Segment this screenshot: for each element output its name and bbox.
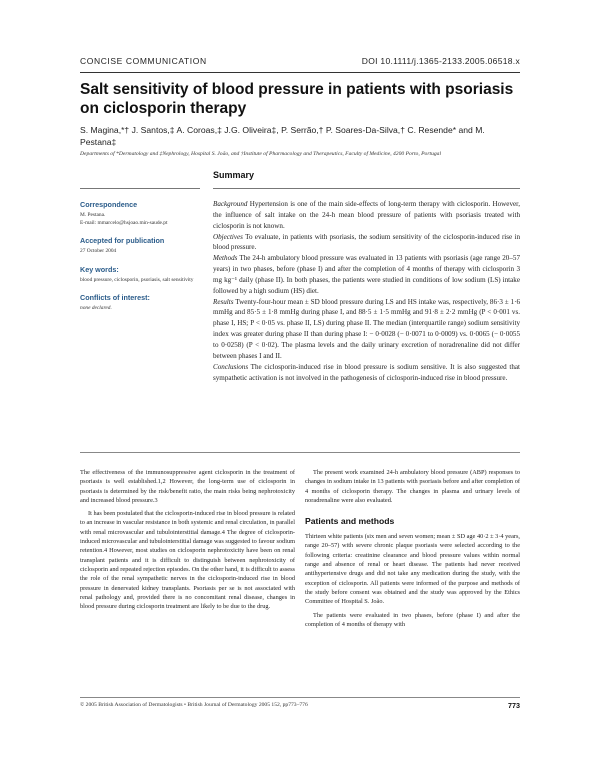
intro-paragraph: The present work examined 24-h ambulatory blood pressure (ABP) responses to changes in sodium intake in 13 patients with psoriasis before and after completion of 4 months of ciclosporin therapy. The changes in plasma and urinary levels of noradrenaline were also evaluated. (305, 469, 520, 504)
abstract-text: To evaluate, in patients with psoriasis, the sodium sensitivity of the ciclosporin-induced rise in blood pressure. (213, 232, 521, 252)
abstract-objectives (213, 232, 520, 254)
affiliations: Departments of *Dermatology and ‡Nephrology, Hospital S. João, and †Institute of Pharmacology and Therapeutics, Faculty of Medicine, 4200 Porto, Portugal (80, 151, 442, 157)
body-paragraph: The effectiveness of the immunosuppressive agent ciclosporin in the treatment of psoriasis is well established.1,2 However, the long-term use of ciclosporin in psoriasis is determined by the risk/benefit ratio, the main risks being nephrotoxicity and increased blood pressure.3 (80, 469, 295, 504)
keywords-label: Key words: (80, 264, 119, 274)
abstract-conclusions (213, 362, 520, 384)
correspondence-label: Correspondence (80, 200, 138, 209)
correspondence-email[interactable]: E-mail: mmarcelo@hsjoao.min-saude.pt (80, 220, 168, 227)
header-divider (80, 72, 520, 73)
sidebar-divider (80, 188, 200, 189)
running-header (80, 56, 520, 72)
abstract-label: Background (213, 200, 248, 208)
keywords-list: blood pressure, ciclosporin, psoriasis, salt sensitivity (80, 276, 194, 283)
accepted-label: Accepted for publication (80, 236, 165, 246)
abstract-text: The ciclosporin-induced rise in blood pressure is sodium sensitive. It is also suggested that sympathetic activation is not involved in the pathogenesis of ciclosporin-induced rise in blood pressure. (213, 362, 520, 382)
methods-paragraph: The patients were evaluated in two phases, before (phase I) and after the completion of 4 months of therapy with (305, 611, 520, 628)
page-footer (80, 702, 520, 714)
summary-divider (213, 188, 520, 189)
author-list: S. Magina,*† J. Santos,‡ A. Coroas,‡ J.G. Oliveira‡, P. Serrão,† P. Soares-Da-Silva,† C. Resende* and M. Pestana‡ (80, 125, 485, 147)
methods-paragraph: Thirteen white patients (six men and seven women; mean ± SD age 40·2 ± 3·4 years, range 20–57) with severe chronic plaque psoriasis were selected according to the following criteria: creatinine clearance and blood pressure values within normal range and absence of renal or heart disease. The patients had never received antihypertensive drugs and did not take any medication during the study, with the exception of ciclosporin. All patients were informed of the purpose and methods of the study before consent was obtained and the study was approved by the Ethics Committee of Hospital S. João. (305, 533, 520, 606)
abstract-results (213, 297, 520, 362)
accepted-date: 27 October 2004 (80, 248, 117, 255)
section-label: CONCISE COMMUNICATION (80, 56, 207, 66)
abstract-background (213, 199, 520, 232)
abstract-label: Results (213, 297, 234, 306)
body-column-right (305, 468, 520, 629)
methods-heading: Patients and methods (305, 516, 395, 527)
article-info-sidebar (80, 200, 205, 312)
abstract-divider (80, 452, 520, 453)
summary-heading: Summary (213, 170, 255, 180)
footer-divider (80, 697, 520, 698)
body-paragraph: It has been postulated that the ciclosporin-induced rise in blood pressure is related to an increase in vascular resistance in both systemic and renal circulation, in parallel with renal microvascular and tubulointerstitial damage.4 The degree of ciclosporin-induced microvascular and tubulointerstitial damage was suggested to favour sodium retention.4 However, most studies on ciclosporin nephrotoxicity have been on renal transplant patients and it is difficult to distinguish between nephrotoxicity of ciclosporin and repeated rejection episodes. On the other hand, it is difficult to assess the role of the renal sympathetic nerves in the ciclosporin-induced rise in blood pressure in denervated kidney transplants. Psoriasis per se is not associated with renal pathology and, provided there is no concomitant renal disease, changes in blood pressure during ciclosporin treatment are likely to be due to the drug. (80, 510, 295, 611)
abstract-text: Twenty-four-hour mean ± SD blood pressure during LS and HS intake was, respectively, 86·3 ± 1·6 mmHg and 85·5 ± 1·8 mmHg during phase I, and 88·5 ± 1·5 mmHg and 91·8 ± 2·2 mmHg (P < 0·001 vs. phase I, HS; P < 0·05 vs. phase II, LS) during phase II. The median (interquartile range) sodium sensitivity index was greater during phase II than during phase I: − 0·0028 (− 0·0071 to 0·0009) vs. 0·0065 (− 0·0055 to 0·0258) (P < 0·02). The plasma levels and the daily urinary excretion of noradrenaline did not differ between phases I and II. (213, 297, 520, 360)
abstract-text: The 24-h ambulatory blood pressure was evaluated in 13 patients with psoriasis (age range 20–57 years) in two phases, before (phase I) and after the completion of 4 months of therapy with ciclosporin 3 mg kg⁻¹ daily (phase II). In both phases, the patients were studied in conditions of low sodium (LS) intake followed by a high sodium (HS) diet. (213, 254, 520, 295)
doi-link[interactable]: DOI 10.1111/j.1365-2133.2005.06518.x (361, 56, 520, 66)
page-number: 773 (508, 701, 520, 710)
conflicts-label: Conflicts of interest: (80, 292, 150, 302)
summary-abstract (213, 199, 520, 383)
correspondence-name: M. Pestana. (80, 212, 106, 218)
article-title: Salt sensitivity of blood pressure in patients with psoriasis on ciclosporin therapy (80, 81, 514, 117)
body-column-left (80, 468, 295, 611)
copyright-notice: © 2005 British Association of Dermatologists • British Journal of Dermatology 2005 152, pp773–776 (80, 702, 308, 708)
abstract-label: Methods (213, 254, 238, 263)
abstract-text: Hypertension is one of the main side-effects of long-term therapy with ciclosporin. However, the influence of salt intake on the 24-h mean blood pressure of patients with psoriasis treated with ciclosporin is not known. (213, 200, 521, 230)
abstract-label: Objectives (213, 232, 243, 241)
abstract-methods (213, 253, 520, 296)
conflicts-text: none declared. (80, 304, 112, 311)
abstract-label: Conclusions (213, 362, 249, 371)
